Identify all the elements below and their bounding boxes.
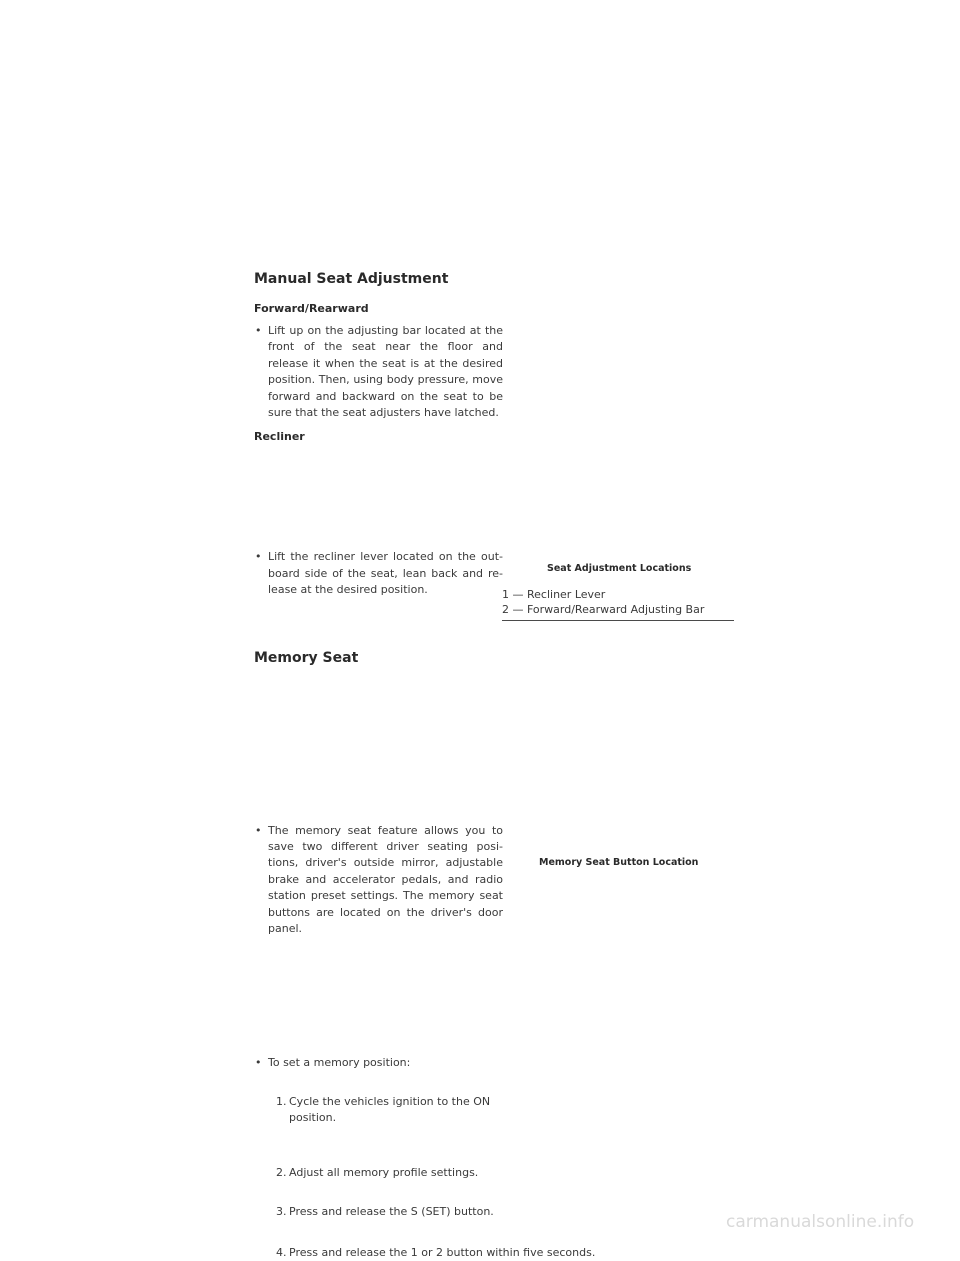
bullet-set-memory-position	[255, 1055, 503, 1071]
subheading-forward-rearward: Forward/Rearward	[254, 302, 369, 315]
step-number: 1.	[276, 1094, 287, 1108]
bullet-recliner	[255, 549, 503, 598]
figure-legend-seat	[502, 587, 704, 617]
bullet-text: The memory seat feature allows you to save two different driver seating posi-tions, driver's outside mirror, adjustable brake and accelerator pedals, and radio station preset settings. The memory seat buttons are located on the driver's door panel.	[268, 823, 503, 936]
section-title-memory-seat: Memory Seat	[254, 650, 359, 666]
section-title-manual-seat-adjustment: Manual Seat Adjustment	[254, 271, 449, 287]
bullet-forward-rearward	[255, 323, 503, 421]
bullet-glyph: •	[255, 823, 262, 837]
step-text: Press and release the S (SET) button.	[289, 1205, 494, 1219]
step-number: 4.	[276, 1245, 287, 1259]
step-1	[276, 1094, 503, 1127]
bullet-glyph: •	[255, 550, 262, 564]
watermark-text: carmanualsonline.info	[726, 1212, 915, 1232]
step-text: Adjust all memory profile settings.	[289, 1165, 479, 1179]
step-4	[276, 1245, 709, 1261]
bullet-text: To set a memory position:	[268, 1055, 411, 1069]
legend-item-adjusting-bar: 2 — Forward/Rearward Adjusting Bar	[502, 603, 705, 616]
legend-item-recliner-lever: 1 — Recliner Lever	[502, 588, 606, 601]
bullet-glyph: •	[255, 1055, 262, 1069]
bullet-memory-feature	[255, 823, 503, 938]
step-number: 2.	[276, 1165, 287, 1179]
bullet-text: Lift up on the adjusting bar located at the front of the seat near the floor and release it when the seat is at the desired position. Then, using body pressure, move forward and backward on the seat to be sure that the seat adjusters have latched.	[268, 324, 503, 420]
step-text: Press and release the 1 or 2 button within five seconds.	[289, 1245, 596, 1259]
figure-caption-seat-adjustment-locations: Seat Adjustment Locations	[547, 563, 692, 574]
bullet-glyph: •	[255, 324, 262, 337]
figure-caption-memory-seat-button-location: Memory Seat Button Location	[539, 857, 699, 868]
step-3	[276, 1204, 503, 1220]
step-text: Cycle the vehicles ignition to the ON position.	[289, 1094, 491, 1125]
bullet-text: Lift the recliner lever located on the out-board side of the seat, lean back and re-lease at the desired position.	[268, 550, 503, 597]
step-number: 3.	[276, 1205, 287, 1219]
legend-divider	[502, 620, 734, 621]
subheading-recliner: Recliner	[254, 430, 305, 443]
step-2	[276, 1165, 503, 1181]
